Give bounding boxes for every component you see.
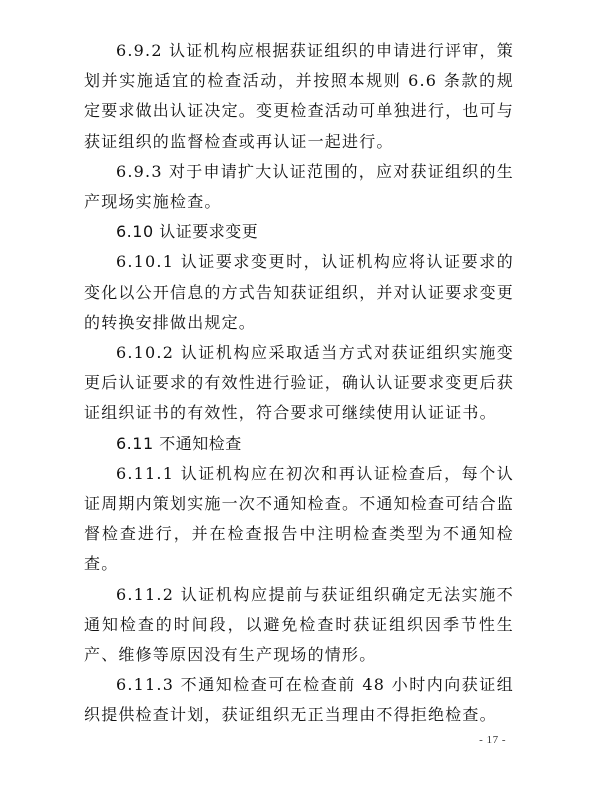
paragraph-6-10-1: 6.10.1 认证要求变更时，认证机构应将认证要求的变化以公开信息的方式告知获证组织，并对认证要求变更的转换安排做出规定。 <box>84 252 515 332</box>
document-body <box>84 36 514 731</box>
paragraph-6-11-3: 6.11.3 不通知检查可在检查前 48 小时内向获证组织提供检查计划，获证组织无正当理由不得拒绝检查。 <box>84 675 514 725</box>
section-heading-6-11: 6.11 不通知检查 <box>116 433 242 453</box>
paragraph-6-9-2: 6.9.2 认证机构应根据获证组织的申请进行评审，策划并实施适宜的检查活动，并按照本规则 6.6 条款的规定要求做出认证决定。变更检查活动可单独进行，也可与获证组织的监督检查或再认证一起进行。 <box>84 41 515 151</box>
paragraph-6-10-2: 6.10.2 认证机构应采取适当方式对获证组织实施变更后认证要求的有效性进行验证，确认认证要求变更后获证组织证书的有效性，符合要求可继续使用认证证书。 <box>84 343 515 423</box>
section-heading-6-10: 6.10 认证要求变更 <box>116 222 259 242</box>
paragraph-6-11-1: 6.11.1 认证机构应在初次和再认证检查后，每个认证周期内策划实施一次不通知检查。不通知检查可结合监督检查进行，并在检查报告中注明检查类型为不通知检查。 <box>84 463 515 574</box>
page-number: - 17 - <box>479 734 506 746</box>
paragraph-6-11-2: 6.11.2 认证机构应提前与获证组织确定无法实施不通知检查的时间段，以避免检查时获证组织因季节性生产、维修等原因没有生产现场的情形。 <box>84 584 514 665</box>
paragraph-6-9-3: 6.9.3 对于申请扩大认证范围的，应对获证组织的生产现场实施检查。 <box>84 161 514 212</box>
